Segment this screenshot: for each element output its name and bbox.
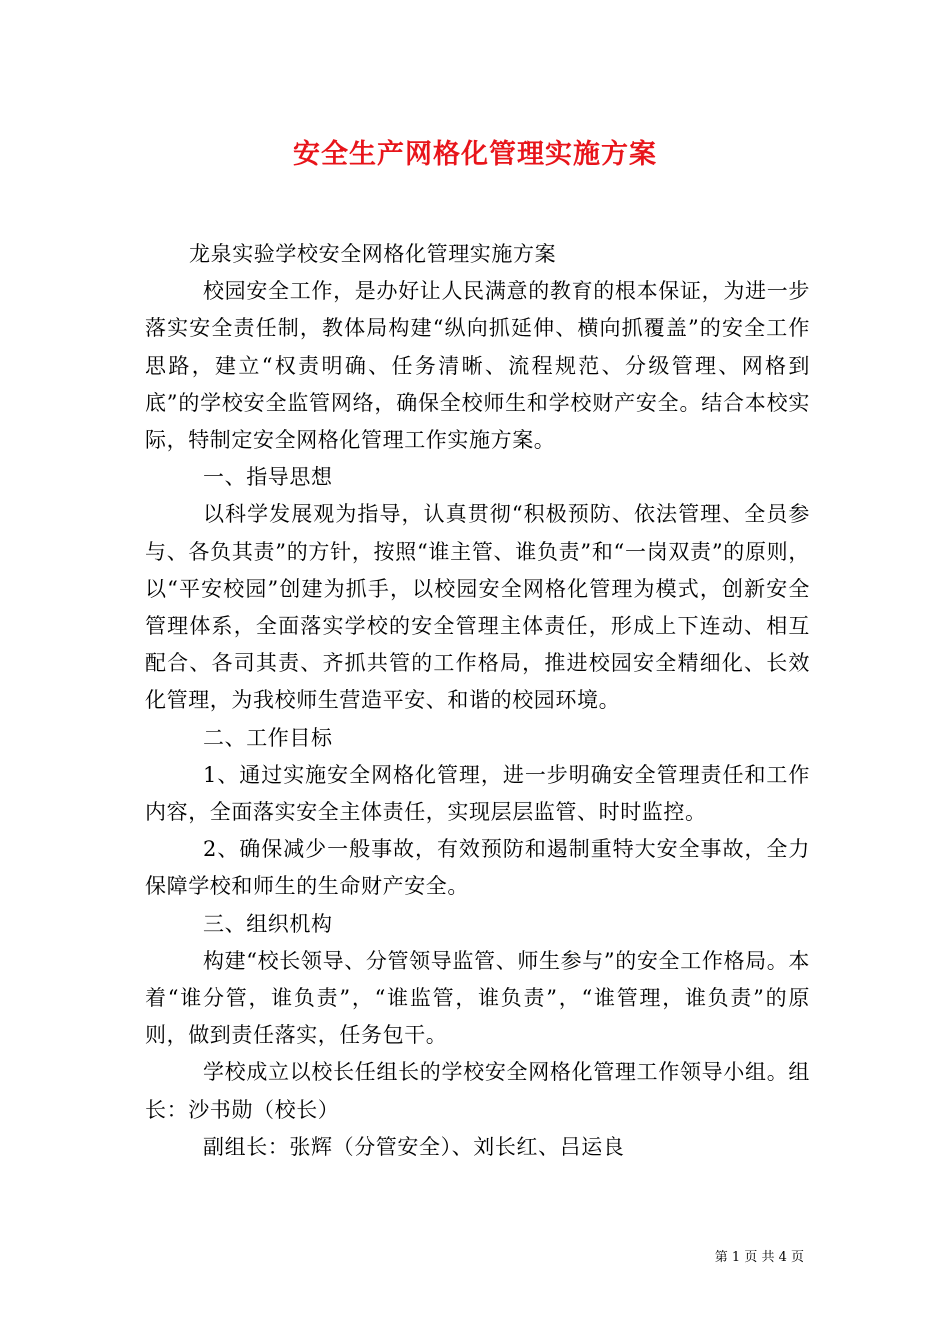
work-goal-2: 2、确保减少一般事故，有效预防和遏制重特大安全事故，全力保障学校和师生的生命财产安全。 bbox=[145, 837, 810, 899]
work-goal-1: 1、通过实施安全网格化管理，进一步明确安全管理责任和工作内容，全面落实安全主体责任，实现层层监管、时时监控。 bbox=[145, 762, 810, 825]
section-heading-organization: 三、组织机构 bbox=[203, 911, 333, 936]
subtitle-line: 龙泉实验学校安全网格化管理实施方案 bbox=[189, 242, 557, 266]
guiding-ideology-paragraph: 以科学发展观为指导，认真贯彻“积极预防、依法管理、全员参与、各负其责”的方针，按照“谁主管、谁负责”和“一岗双责”的原则，以“平安校园”创建为抓手，以校园安全网格化管理为模式，创新安全管理体系，全面落实学校的安全管理主体责任，形成上下连动、相互配合、各司其责、齐抓共管的工作格局，推进校园安全精细化、长效化管理，为我校师生营造平安、和谐的校园环境。 bbox=[145, 502, 810, 713]
page-number: 第 1 页 共 4 页 bbox=[714, 1250, 804, 1265]
organization-paragraph: 构建“校长领导、分管领导监管、师生参与”的安全工作格局。本着“谁分管，谁负责”，“谁监管，谁负责”，“谁管理，谁负责”的原则，做到责任落实，任务包干。 bbox=[145, 948, 810, 1048]
deputy-leaders-paragraph: 副组长：张辉（分管安全）、刘长红、吕运良 bbox=[203, 1134, 625, 1159]
intro-paragraph: 校园安全工作，是办好让人民满意的教育的根本保证，为进一步落实安全责任制，教体局构建“纵向抓延伸、横向抓覆盖”的安全工作思路，建立“权责明确、任务清晰、流程规范、分级管理、网格到底”的学校安全监管网络，确保全校师生和学校财产安全。结合本校实际，特制定安全网格化管理工作实施方案。 bbox=[145, 279, 810, 453]
document-body bbox=[145, 236, 810, 1166]
section-heading-work-goals: 二、工作目标 bbox=[203, 725, 333, 750]
document-title: 安全生产网格化管理实施方案 bbox=[293, 139, 657, 170]
section-heading-guiding-ideology: 一、指导思想 bbox=[203, 465, 333, 490]
leadership-group-paragraph: 学校成立以校长任组长的学校安全网格化管理工作领导小组。组长：沙书勋（校长） bbox=[145, 1060, 810, 1122]
